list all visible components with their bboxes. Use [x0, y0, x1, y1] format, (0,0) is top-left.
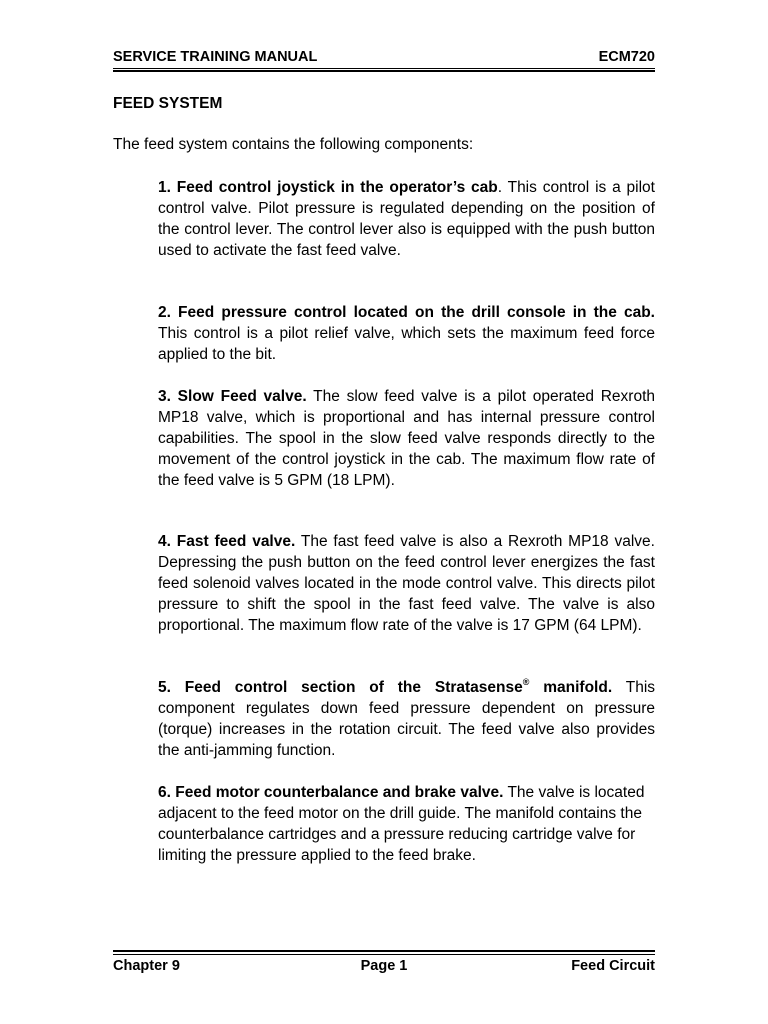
registered-mark: ® [522, 677, 530, 687]
component-item-5 [158, 677, 655, 761]
section-title: FEED SYSTEM [113, 95, 223, 112]
component-item-2 [158, 302, 655, 365]
page-footer [113, 958, 655, 978]
manual-title: SERVICE TRAINING MANUAL [113, 49, 318, 65]
component-item-1 [158, 177, 655, 261]
component-item-6 [158, 782, 655, 866]
component-item-4 [158, 531, 655, 636]
component-item-3 [158, 386, 655, 491]
footer-topic: Feed Circuit [571, 958, 655, 974]
model-number: ECM720 [598, 49, 655, 65]
footer-rule-thin [113, 954, 655, 955]
item-text: This control is a pilot relief valve, which sets the maximum feed force applied to the bit. [158, 325, 655, 363]
item-text: The valve is located adjacent to the feed motor on the drill guide. The manifold contains the counterbalance cartridges and a pressure reducing cartridge valve for limiting the pressure applied to the feed brake. [158, 784, 645, 864]
intro-text: The feed system contains the following components: [113, 136, 474, 153]
chapter-label: Chapter 9 [113, 958, 180, 974]
header-rule-thick [113, 70, 655, 72]
item-text: The fast feed valve is also a Rexroth MP18 valve. Depressing the push button on the feed control lever energizes the fast feed solenoid valves located in the mode control valve. This directs pilot pressure to shift the spool in the fast feed valve. The valve is also proportional. The maximum flow rate of the valve is 17 GPM (64 LPM). [158, 533, 655, 634]
header-rule-thin [113, 68, 655, 69]
item-heading: 4. Fast feed valve. [158, 533, 296, 550]
item-text: This component regulates down feed pressure dependent on pressure (torque) increases in the rotation circuit. The feed valve also provides the anti-jamming function. [158, 679, 656, 759]
item-heading: 6. Feed motor counterbalance and brake valve. [158, 784, 504, 801]
page-header [113, 49, 655, 67]
footer-rule-thick [113, 950, 655, 952]
item-heading: 5. Feed control section of the Stratasense® manifold. [158, 677, 613, 696]
item-heading: 3. Slow Feed valve. [158, 388, 307, 405]
item-text: The slow feed valve is a pilot operated Rexroth MP18 valve, which is proportional and has internal pressure control capabilities. The spool in the slow feed valve responds directly to the movement of the control joystick in the cab. The maximum flow rate of the feed valve is 5 GPM (18 LPM). [158, 388, 655, 489]
item-text: . This control is a pilot control valve. Pilot pressure is regulated depending on the position of the control lever. The control lever also is equipped with the push button used to activate the fast feed valve. [158, 179, 655, 259]
item-heading: 1. Feed control joystick in the operator’s cab [158, 179, 498, 196]
item-heading: 2. Feed pressure control located on the drill console in the cab. [158, 304, 655, 321]
page-number: Page 1 [360, 958, 408, 974]
